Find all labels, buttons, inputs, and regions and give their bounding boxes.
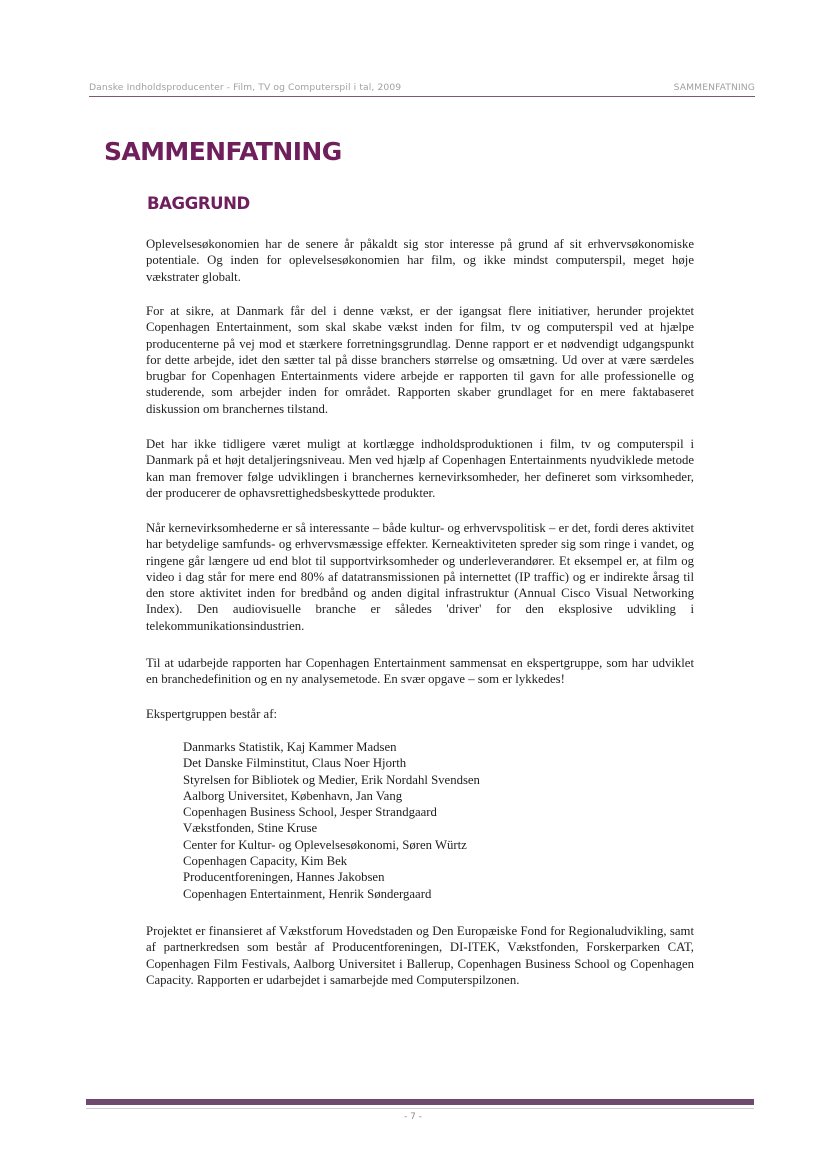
paragraph-2: For at sikre, at Danmark får del i denne vækst, er der igangsat flere initiativer, herunder projektet Copenhagen Entertainment, som skal skabe vækst inden for film, tv og computerspil ved at hjælpe producenterne på vej mod et stærkere forretningsgrundlag. Denne rapport er et nødvendigt udgangspunkt for dette arbejde, idet den sætter tal på disse branchers størrelse og omsætning. Ud over at være særdeles brugbar for Copenhagen Entertainments videre arbejde er rapporten til gavn for alle professionelle og studerende, som arbejder inden for området. Rapporten skaber grundlaget for en mere faktabaseret diskussion om branchernes tilstand. bbox=[146, 304, 694, 416]
list-item: Aalborg Universitet, København, Jan Vang bbox=[183, 788, 403, 803]
running-header-title: Danske Indholdsproducenter - Film, TV og Computerspil i tal, 2009 bbox=[89, 82, 402, 93]
list-item: Det Danske Filminstitut, Claus Noer Hjorth bbox=[183, 756, 407, 771]
paragraph-3: Det har ikke tidligere været muligt at kortlægge indholdsproduktionen i film, tv og computerspil i Danmark på et højt detaljeringsniveau. Men ved hjælp af Copenhagen Entertainments nyudviklede metode kan man fremover følge udviklingen i branchernes kernevirksomheder, her defineret som virksomheder, der producerer de ophavsrettighedsbeskyttede produkter. bbox=[146, 437, 694, 500]
paragraph-1: Oplevelsesøkonomien har de senere år påkaldt sig stor interesse på grund af sit erhvervsøkonomiske potentiale. Og inden for oplevelsesøkonomien har film, og ikke mindst computerspil, meget høje vækstrater globalt. bbox=[146, 237, 694, 284]
running-header bbox=[89, 80, 755, 96]
paragraph-financing: Projektet er finansieret af Vækstforum Hovedstaden og Den Europæiske Fond for Regionaludvikling, samt af partnerkredsen som består af Producentforeningen, DI-ITEK, Vækstfonden, Forskerparken CAT, Copenhagen Film Festivals, Aalborg Universitet i Ballerup, Copenhagen Business School og Copenhagen Capacity. Rapporten er udarbejdet i samarbejde med Computerspilzonen. bbox=[146, 924, 694, 987]
list-item: Producentforeningen, Hannes Jakobsen bbox=[183, 870, 385, 885]
footer-bar bbox=[86, 1099, 754, 1105]
list-item: Danmarks Statistik, Kaj Kammer Madsen bbox=[183, 740, 397, 754]
paragraph-4: Når kernevirksomhederne er så interessante – både kultur- og erhvervspolitisk – er det, fordi deres aktivitet har betydelige samfunds- og erhvervsmæssige effekter. Kerneaktiviteten spreder sig som ringe i vandet, og ringene går længere ud end blot til supportvirksomheder og underleverandører. Et eksempel er, at film og video i dag står for mere end 80% af datatransmissionen på internettet (IP traffic) og er indirekte årsag til den store aktivitet inden for bredbånd og anden digital infrastruktur (Annual Cisco Visual Networking Index). Den audiovisuelle branche er således 'driver' for den eksplosive udvikling i telekommunikationsindustrien. bbox=[146, 521, 694, 633]
list-item: Vækstfonden, Stine Kruse bbox=[183, 821, 318, 836]
page-title: SAMMENFATNING bbox=[104, 137, 342, 166]
list-item: Styrelsen for Bibliotek og Medier, Erik Nordahl Svendsen bbox=[183, 772, 480, 787]
header-divider bbox=[89, 96, 755, 97]
list-item: Copenhagen Entertainment, Henrik Søndergaard bbox=[183, 886, 432, 901]
paragraph-5: Til at udarbejde rapporten har Copenhagen Entertainment sammensat en ekspertgruppe, som har udviklet en branchedefinition og en ny analysemetode. En svær opgave – som er lykkedes! bbox=[146, 656, 694, 687]
list-item: Copenhagen Capacity, Kim Bek bbox=[183, 854, 348, 869]
expert-group-list bbox=[183, 739, 480, 902]
list-item: Center for Kultur- og Oplevelsesøkonomi, Søren Würtz bbox=[183, 837, 467, 852]
footer-divider bbox=[86, 1108, 754, 1109]
running-header-section: SAMMENFATNING bbox=[673, 82, 755, 93]
page-number: - 7 - bbox=[404, 1112, 422, 1122]
expert-group-intro: Ekspertgruppen består af: bbox=[146, 707, 277, 721]
list-item: Copenhagen Business School, Jesper Strandgaard bbox=[183, 805, 437, 820]
section-heading: BAGGRUND bbox=[147, 194, 250, 213]
